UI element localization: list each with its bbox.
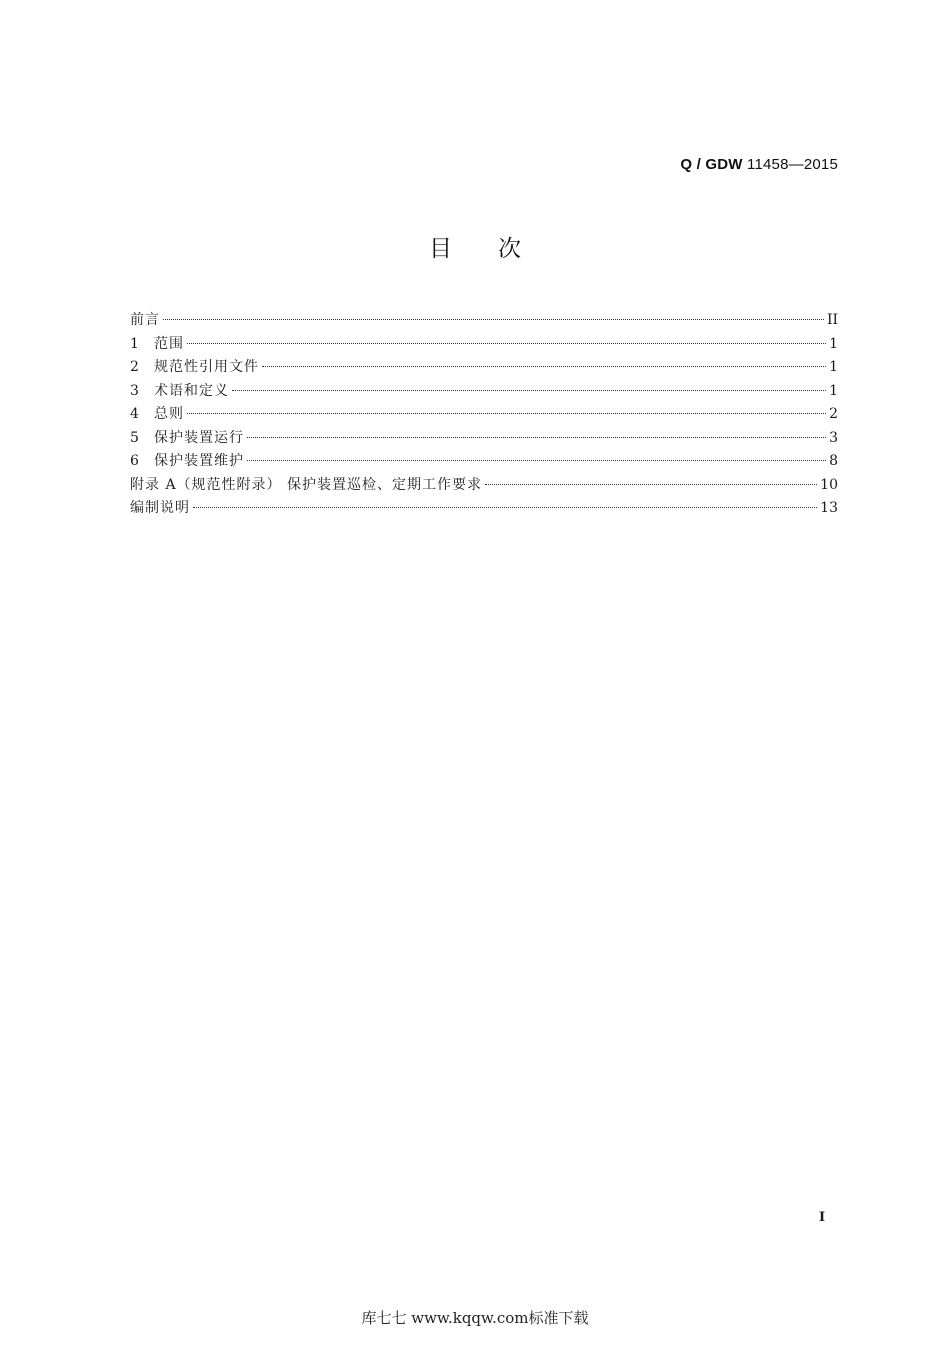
- toc-entry-page: 1: [829, 335, 838, 352]
- toc-dot-leader: [187, 343, 826, 344]
- toc-title-char-2: 次: [498, 236, 521, 262]
- toc-entry-page: 10: [820, 476, 838, 493]
- toc-entry-number: 4: [130, 406, 139, 422]
- toc-dot-leader: [163, 319, 824, 320]
- toc-entry-page: 13: [820, 500, 838, 516]
- toc-dot-leader: [247, 460, 826, 461]
- toc-entry-page: 1: [829, 359, 838, 375]
- toc-entry-page: 8: [829, 453, 838, 469]
- toc-entry-number: 2: [130, 359, 139, 375]
- toc-entry-label: 规范性引用文件: [154, 359, 259, 375]
- toc-dot-leader: [187, 413, 826, 414]
- toc-entry-scope[interactable]: [130, 333, 838, 357]
- toc-entry-page: II: [826, 312, 838, 328]
- toc-entry-label: 保护装置运行: [154, 429, 244, 446]
- toc-entry-terms-definitions[interactable]: [130, 380, 838, 404]
- toc-entry-label: 范围: [154, 335, 184, 352]
- toc-dot-leader: [247, 437, 826, 438]
- toc-dot-leader: [232, 390, 826, 391]
- toc-title: [0, 230, 950, 263]
- toc-entry-page: 3: [829, 429, 838, 446]
- page-number: I: [819, 1210, 826, 1225]
- toc-entry-label: 术语和定义: [154, 382, 229, 399]
- toc-entry-label: 前言: [130, 312, 160, 328]
- toc-entry-number: 1: [130, 335, 139, 352]
- footer-watermark: 库七七 www.kqqw.com标准下载: [361, 1309, 589, 1327]
- toc-dot-leader: [485, 484, 817, 485]
- toc-entry-label: 保护装置维护: [154, 453, 244, 469]
- toc-entry-appendix-a[interactable]: [130, 474, 838, 498]
- document-code-prefix: Q / GDW: [680, 156, 743, 173]
- toc-entry-number: 5: [130, 429, 139, 446]
- toc-title-char-1: 目: [429, 236, 452, 262]
- toc-entry-normative-references[interactable]: [130, 356, 838, 380]
- toc-entry-compilation-notes[interactable]: [130, 497, 838, 521]
- toc-entry-label: 编制说明: [130, 500, 190, 516]
- toc-entry-number: 3: [130, 382, 139, 399]
- toc-entry-number: 6: [130, 453, 139, 469]
- toc-entry-page: 2: [829, 406, 838, 422]
- toc-entry-foreword[interactable]: [130, 309, 838, 333]
- document-code: [680, 156, 838, 173]
- toc-dot-leader: [193, 507, 817, 508]
- toc-entry-general[interactable]: [130, 403, 838, 427]
- toc-dot-leader: [262, 366, 826, 367]
- toc-entry-page: 1: [829, 382, 838, 399]
- toc-entry-label: 总则: [154, 406, 184, 422]
- toc-entry-device-maintenance[interactable]: [130, 450, 838, 474]
- table-of-contents: [130, 309, 838, 521]
- toc-entry-device-operation[interactable]: [130, 427, 838, 451]
- document-code-number: 11458—2015: [747, 156, 838, 173]
- toc-entry-label: 附录 A（规范性附录） 保护装置巡检、定期工作要求: [130, 476, 483, 493]
